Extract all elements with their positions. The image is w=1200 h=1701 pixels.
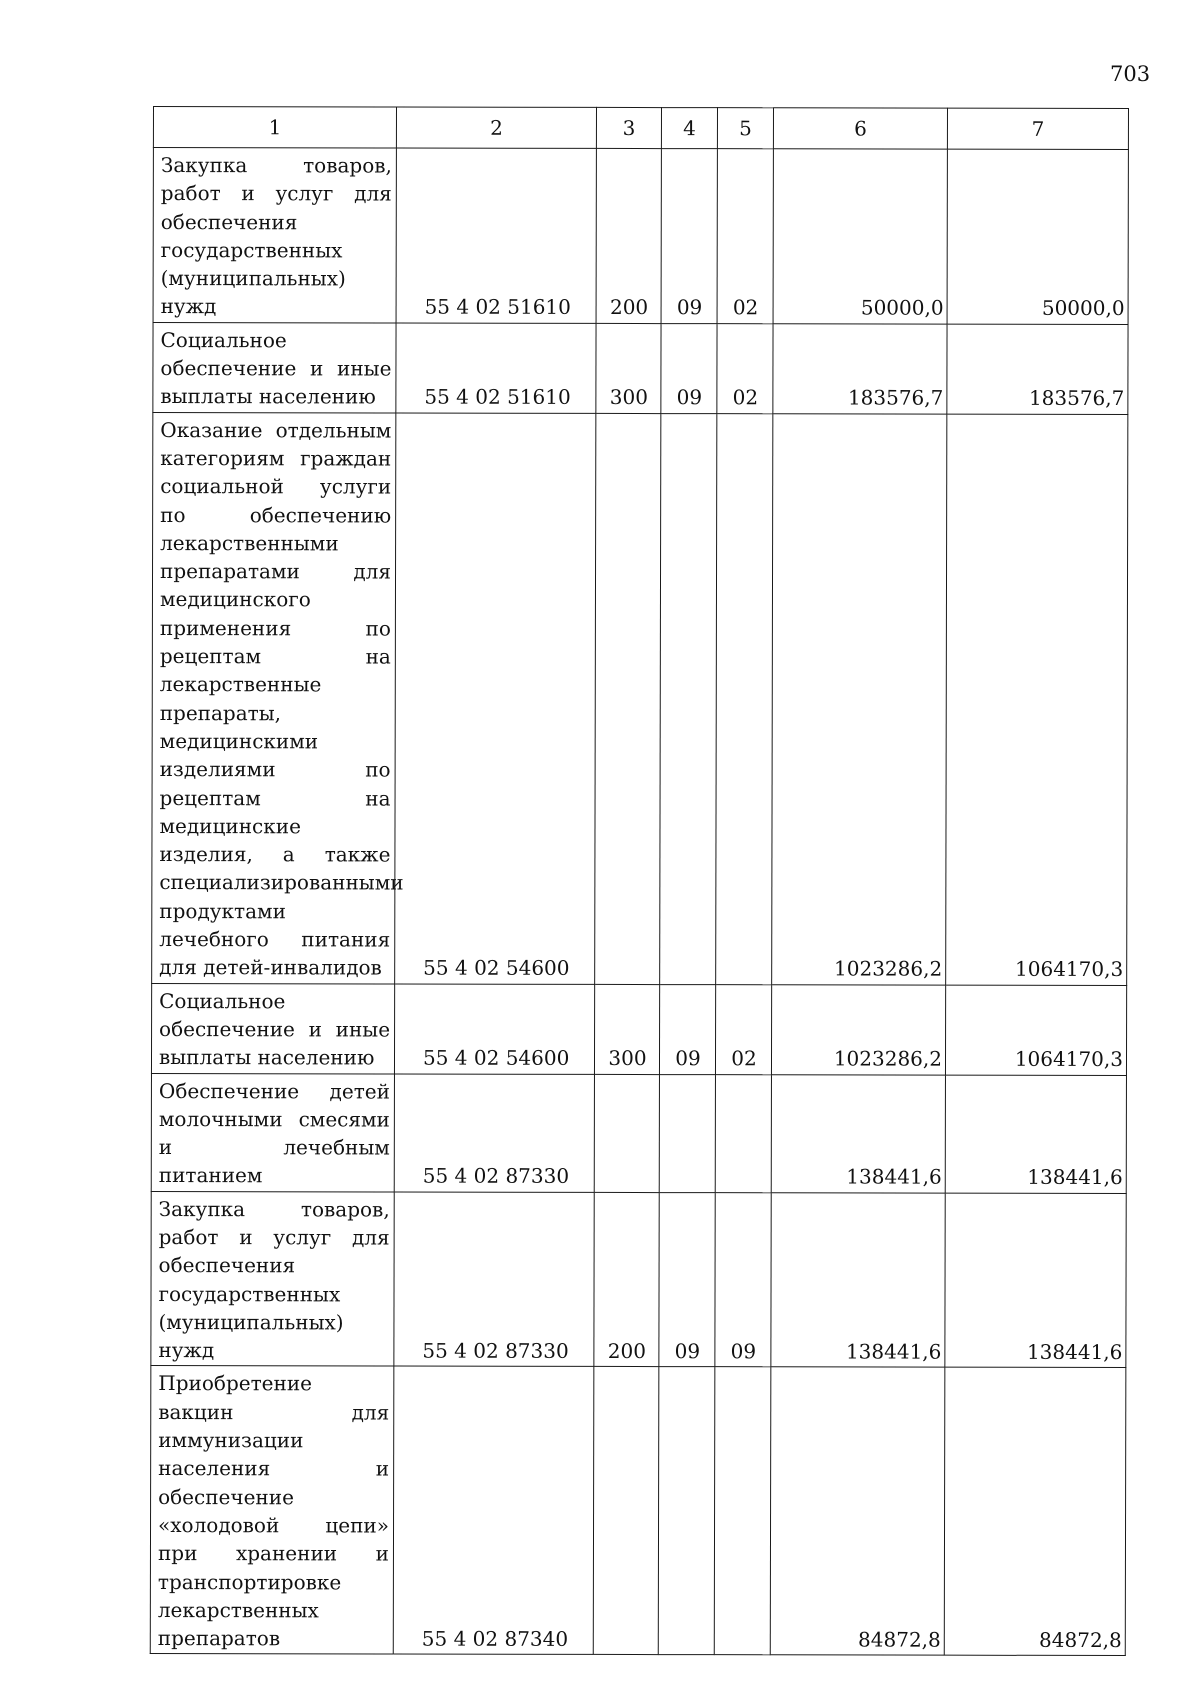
table-row <box>153 322 1128 414</box>
header-cell-4: 4 <box>661 108 717 149</box>
row-expense-type: 300 <box>594 984 659 1074</box>
row-subsection <box>714 1367 771 1655</box>
table-row <box>151 983 1126 1075</box>
row-amount-7: 138441,6 <box>945 1075 1126 1194</box>
row-name: Обеспечение детей молочными смесями и лечебным питанием <box>151 1073 394 1192</box>
table-row <box>152 412 1128 985</box>
row-amount-6: 1023286,2 <box>771 984 945 1074</box>
row-name: Оказание отдельным категориям граждан социальной услуги по обеспечению лекарственными препаратами для медицинского применения по рецептам на лекарственные препараты, медицинскими изделиями по рецептам на медицинские изделия, а также специализированными продуктами лечебного питания для детей-инвалидов <box>152 412 396 983</box>
row-name: Социальное обеспечение и иные выплаты населению <box>153 322 396 412</box>
row-subsection: 02 <box>717 149 773 324</box>
row-subsection: 02 <box>715 984 771 1074</box>
row-expense-type: 200 <box>594 1192 659 1367</box>
row-target-code: 55 4 02 87330 <box>394 1074 594 1193</box>
row-expense-type <box>595 413 661 984</box>
row-target-code: 55 4 02 54600 <box>394 984 594 1074</box>
row-amount-6: 183576,7 <box>773 324 947 414</box>
row-amount-6: 1023286,2 <box>772 413 947 984</box>
row-subsection: 02 <box>717 323 773 413</box>
header-cell-5: 5 <box>717 108 773 149</box>
row-section: 09 <box>661 323 717 413</box>
row-section <box>658 1367 715 1655</box>
row-amount-6: 84872,8 <box>770 1367 945 1655</box>
row-amount-7: 183576,7 <box>947 324 1128 414</box>
row-amount-7: 50000,0 <box>947 149 1128 324</box>
row-section: 09 <box>661 149 717 324</box>
page-number: 703 <box>1110 62 1151 86</box>
row-amount-7: 1064170,3 <box>945 985 1126 1075</box>
row-amount-6: 138441,6 <box>771 1192 945 1367</box>
row-target-code: 55 4 02 54600 <box>395 413 596 984</box>
row-section <box>660 413 717 984</box>
row-target-code: 55 4 02 87340 <box>393 1366 594 1654</box>
header-cell-2: 2 <box>396 107 596 148</box>
row-expense-type: 200 <box>596 148 661 323</box>
row-subsection: 09 <box>715 1192 771 1367</box>
row-amount-7: 84872,8 <box>944 1368 1126 1656</box>
row-section: 09 <box>659 1192 715 1367</box>
table-row <box>151 1191 1126 1368</box>
header-cell-3: 3 <box>596 107 661 148</box>
row-expense-type <box>594 1074 659 1192</box>
row-section <box>659 1074 715 1192</box>
row-amount-7: 1064170,3 <box>946 414 1128 985</box>
row-subsection <box>715 1074 771 1192</box>
header-cell-1: 1 <box>153 107 396 149</box>
budget-table <box>150 106 1129 1656</box>
row-target-code: 55 4 02 87330 <box>394 1192 594 1367</box>
row-amount-6: 50000,0 <box>773 149 947 324</box>
row-target-code: 55 4 02 51610 <box>396 323 596 413</box>
row-expense-type: 300 <box>596 323 661 413</box>
row-section: 09 <box>659 984 715 1074</box>
row-name: Закупка товаров, работ и услуг для обеспечения государственных (муниципальных) нужд <box>151 1191 394 1366</box>
header-row <box>153 107 1128 150</box>
row-target-code: 55 4 02 51610 <box>396 148 596 323</box>
row-name: Закупка товаров, работ и услуг для обеспечения государственных (муниципальных) нужд <box>153 148 396 323</box>
table-row <box>151 1073 1126 1193</box>
row-name: Приобретение вакцин для иммунизации населения и обеспечение «холодовой цепи» при хранении и транспортировке лекарственных препаратов <box>150 1366 394 1654</box>
row-expense-type <box>593 1367 659 1655</box>
header-cell-6: 6 <box>773 108 947 149</box>
row-name: Социальное обеспечение и иные выплаты населению <box>151 983 394 1073</box>
row-subsection <box>716 413 773 984</box>
table-row <box>153 148 1128 325</box>
table-row <box>150 1366 1126 1656</box>
row-amount-6: 138441,6 <box>771 1074 945 1193</box>
header-cell-7: 7 <box>947 108 1128 149</box>
row-amount-7: 138441,6 <box>945 1193 1126 1368</box>
